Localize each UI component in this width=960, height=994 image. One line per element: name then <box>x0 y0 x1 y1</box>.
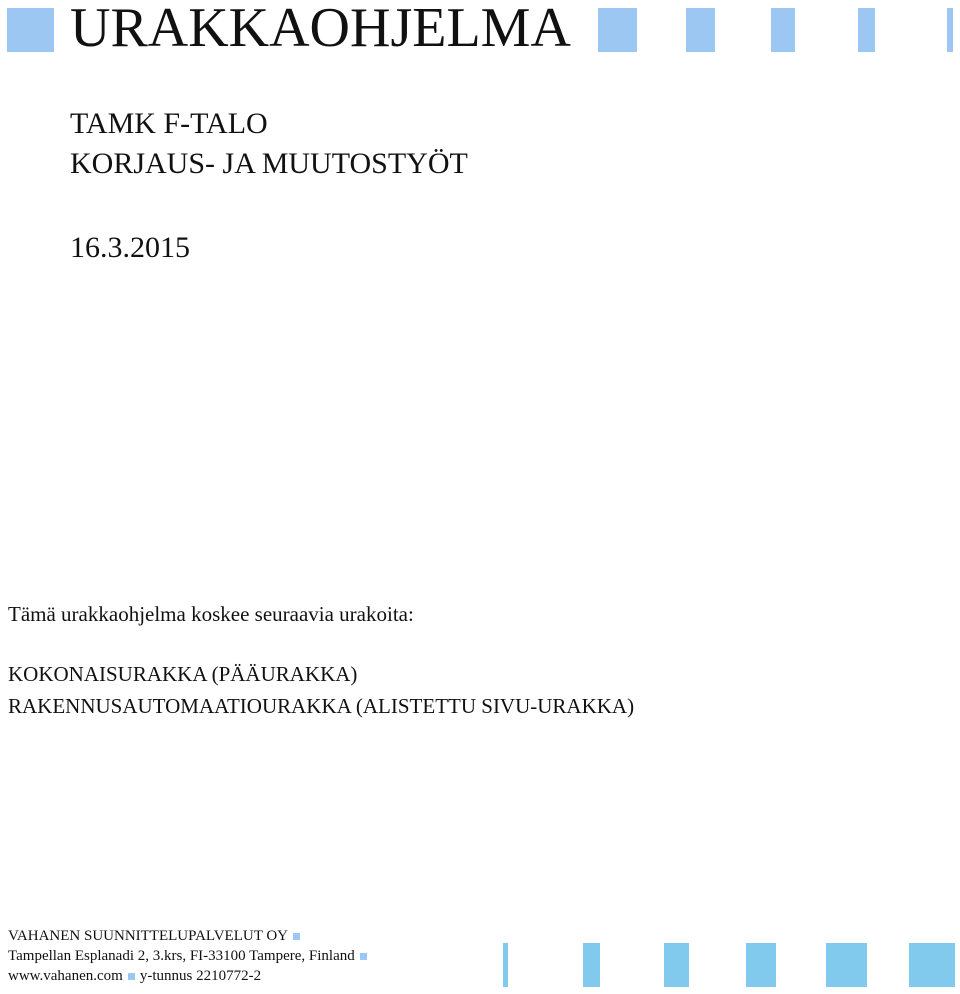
footer-square-2 <box>583 943 600 987</box>
footer-website: www.vahanen.com <box>8 968 123 984</box>
document-subtitle <box>70 104 468 184</box>
bullet-square-icon <box>128 973 135 980</box>
header-square-3 <box>686 8 715 52</box>
subtitle-line-2: KORJAUS- JA MUUTOSTYÖT <box>70 147 468 180</box>
header-square-4 <box>771 8 795 52</box>
footer-company: VAHANEN SUUNNITTELUPALVELUT OY <box>8 928 289 944</box>
header-square-1 <box>7 8 54 52</box>
header-square-2 <box>598 8 637 52</box>
subtitle-line-1: TAMK F-TALO <box>70 107 268 140</box>
footer-contact-line <box>8 966 261 986</box>
intro-text: Tämä urakkaohjelma koskee seuraavia urakoita: <box>8 602 414 626</box>
bullet-square-icon <box>360 953 367 960</box>
footer-square-4 <box>746 943 776 987</box>
footer-square-1 <box>503 943 508 987</box>
footer-square-3 <box>664 943 689 987</box>
footer-address: Tampellan Esplanadi 2, 3.krs, FI-33100 Tampere, Finland <box>8 948 355 964</box>
footer-square-6 <box>909 943 955 987</box>
footer-company-line <box>8 926 305 946</box>
bullet-square-icon <box>293 933 300 940</box>
document-date: 16.3.2015 <box>70 231 190 264</box>
footer-address-line <box>8 946 372 966</box>
header-square-5 <box>858 8 875 52</box>
document-title: URAKKAOHJELMA <box>70 0 571 59</box>
contract-item-main: KOKONAISURAKKA (PÄÄURAKKA) <box>8 662 358 686</box>
footer-business-id: y-tunnus 2210772-2 <box>139 968 262 984</box>
footer-square-5 <box>826 943 867 987</box>
header-square-6 <box>947 8 953 52</box>
contract-item-automation: RAKENNUSAUTOMAATIOURAKKA (ALISTETTU SIVU-URAKKA) <box>8 694 635 718</box>
contract-list <box>8 658 634 722</box>
